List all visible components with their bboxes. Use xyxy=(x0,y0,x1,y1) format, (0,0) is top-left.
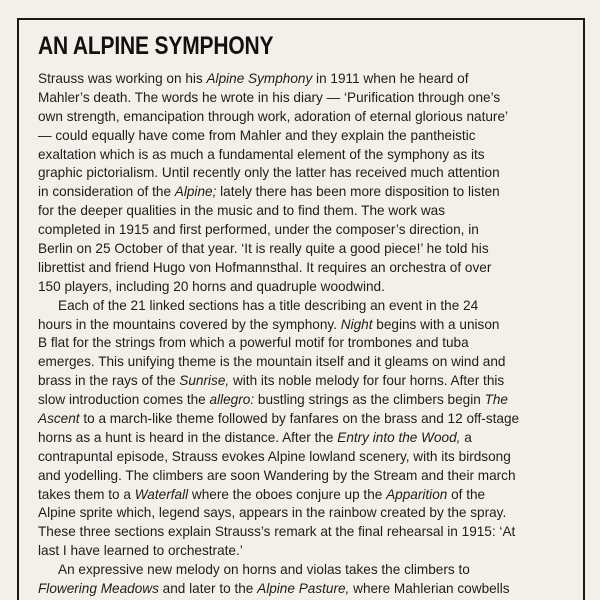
text-run: where Mahlerian cowbells xyxy=(349,581,510,597)
text-line xyxy=(38,467,568,486)
text-line xyxy=(38,164,568,183)
text-run: for the deeper qualities in the music and to find them. The work was xyxy=(38,203,446,219)
text-run: last I have learned to orchestrate.’ xyxy=(38,543,243,559)
text-run: Alpine sprite which, legend says, appears in the rainbow created by the spray. xyxy=(38,505,507,521)
text-line xyxy=(38,259,568,278)
text-line xyxy=(38,146,568,165)
text-run: contrapuntal episode, Strauss evokes Alpine lowland scenery, with its birdsong xyxy=(38,448,511,464)
text-run: Berlin on 25 October of that year. ‘It is really quite a good piece!’ he told his xyxy=(38,241,489,257)
text-line xyxy=(38,240,568,259)
italic-text: Alpine Symphony xyxy=(206,71,313,86)
text-run: lately there has been more disposition to listen xyxy=(216,184,500,200)
text-run: bustling strings as the climbers begin xyxy=(254,392,485,408)
text-run: own strength, emancipation through work, adoration of eternal glorious nature’ xyxy=(38,108,509,124)
text-run: to a march-like theme followed by fanfares on the brass and 12 off-stage xyxy=(79,411,520,427)
text-line xyxy=(38,108,568,127)
text-run: begins with a unison xyxy=(372,316,500,332)
text-line xyxy=(38,429,568,448)
text-run: emerges. This unifying theme is the mountain itself and it gleams on wind and xyxy=(38,354,506,370)
text-run: horns as a hunt is heard in the distance. After the xyxy=(38,429,338,445)
text-line xyxy=(38,561,568,580)
text-line xyxy=(38,391,568,410)
text-run: completed in 1915 and first performed, under the composer’s direction, in xyxy=(38,222,479,238)
text-line xyxy=(38,448,568,467)
text-line xyxy=(38,297,568,316)
text-run: slow introduction comes the xyxy=(38,392,210,408)
text-line xyxy=(38,410,568,429)
text-run: Each of the 21 linked sections has a title describing an event in the 24 xyxy=(58,297,479,313)
text-run: Strauss was working on his xyxy=(38,71,207,86)
italic-text: Flowering Meadows xyxy=(38,581,159,597)
text-line xyxy=(38,316,568,335)
text-line xyxy=(38,353,568,372)
text-run: hours in the mountains covered by the symphony. xyxy=(38,316,341,332)
body-text xyxy=(38,70,568,599)
italic-text: allegro: xyxy=(209,392,255,408)
italic-text: Night xyxy=(340,316,373,332)
text-run: B flat for the strings from which a powerful motif for trombones and tuba xyxy=(38,335,469,351)
text-run: takes them to a xyxy=(38,486,135,502)
text-line xyxy=(38,202,568,221)
text-line xyxy=(38,542,568,561)
text-run: exaltation which is as much a fundamental element of the symphony as its xyxy=(38,146,485,162)
text-run: a xyxy=(460,429,472,445)
text-run: librettist and friend Hugo von Hofmannsthal. It requires an orchestra of over xyxy=(38,259,492,275)
text-line xyxy=(38,183,568,202)
text-run: and later to the xyxy=(158,581,258,597)
text-run: graphic pictorialism. Until recently only the latter has received much attention xyxy=(38,165,500,181)
italic-text: Alpine Pasture, xyxy=(257,581,350,597)
text-line xyxy=(38,580,568,599)
text-run: — could equally have come from Mahler and they explain the pantheistic xyxy=(38,127,476,143)
italic-text: The xyxy=(484,392,508,408)
page-title: AN ALPINE SYMPHONY xyxy=(38,32,274,60)
text-line xyxy=(38,334,568,353)
text-line xyxy=(38,89,568,108)
text-run: An expressive new melody on horns and violas takes the climbers to xyxy=(58,562,470,578)
text-line xyxy=(38,523,568,542)
italic-text: Waterfall xyxy=(134,486,189,502)
text-line xyxy=(38,486,568,505)
text-run: brass in the rays of the xyxy=(38,373,180,389)
italic-text: Entry into the Wood, xyxy=(337,429,461,445)
text-run: These three sections explain Strauss’s remark at the final rehearsal in 1915: ‘At xyxy=(38,524,516,540)
text-run: in consideration of the xyxy=(38,184,175,200)
text-line xyxy=(38,70,568,89)
text-line xyxy=(38,127,568,146)
text-run: with its noble melody for four horns. After this xyxy=(229,373,505,389)
text-run: and yodelling. The climbers are soon Wandering by the Stream and their march xyxy=(38,467,516,483)
text-run: Mahler’s death. The words he wrote in his diary — ‘Purification through one’s xyxy=(38,89,501,105)
text-run: 150 players, including 20 horns and quadruple woodwind. xyxy=(38,278,385,294)
italic-text: Sunrise, xyxy=(179,373,230,389)
italic-text: Apparition xyxy=(386,486,448,502)
text-line xyxy=(38,221,568,240)
text-run: where the oboes conjure up the xyxy=(188,486,387,502)
text-run: in 1911 when he heard of xyxy=(312,71,469,86)
italic-text: Alpine; xyxy=(174,184,217,200)
text-line xyxy=(38,372,568,391)
text-line xyxy=(38,278,568,297)
italic-text: Ascent xyxy=(38,411,80,427)
text-run: of the xyxy=(447,486,486,502)
text-line xyxy=(38,504,568,523)
